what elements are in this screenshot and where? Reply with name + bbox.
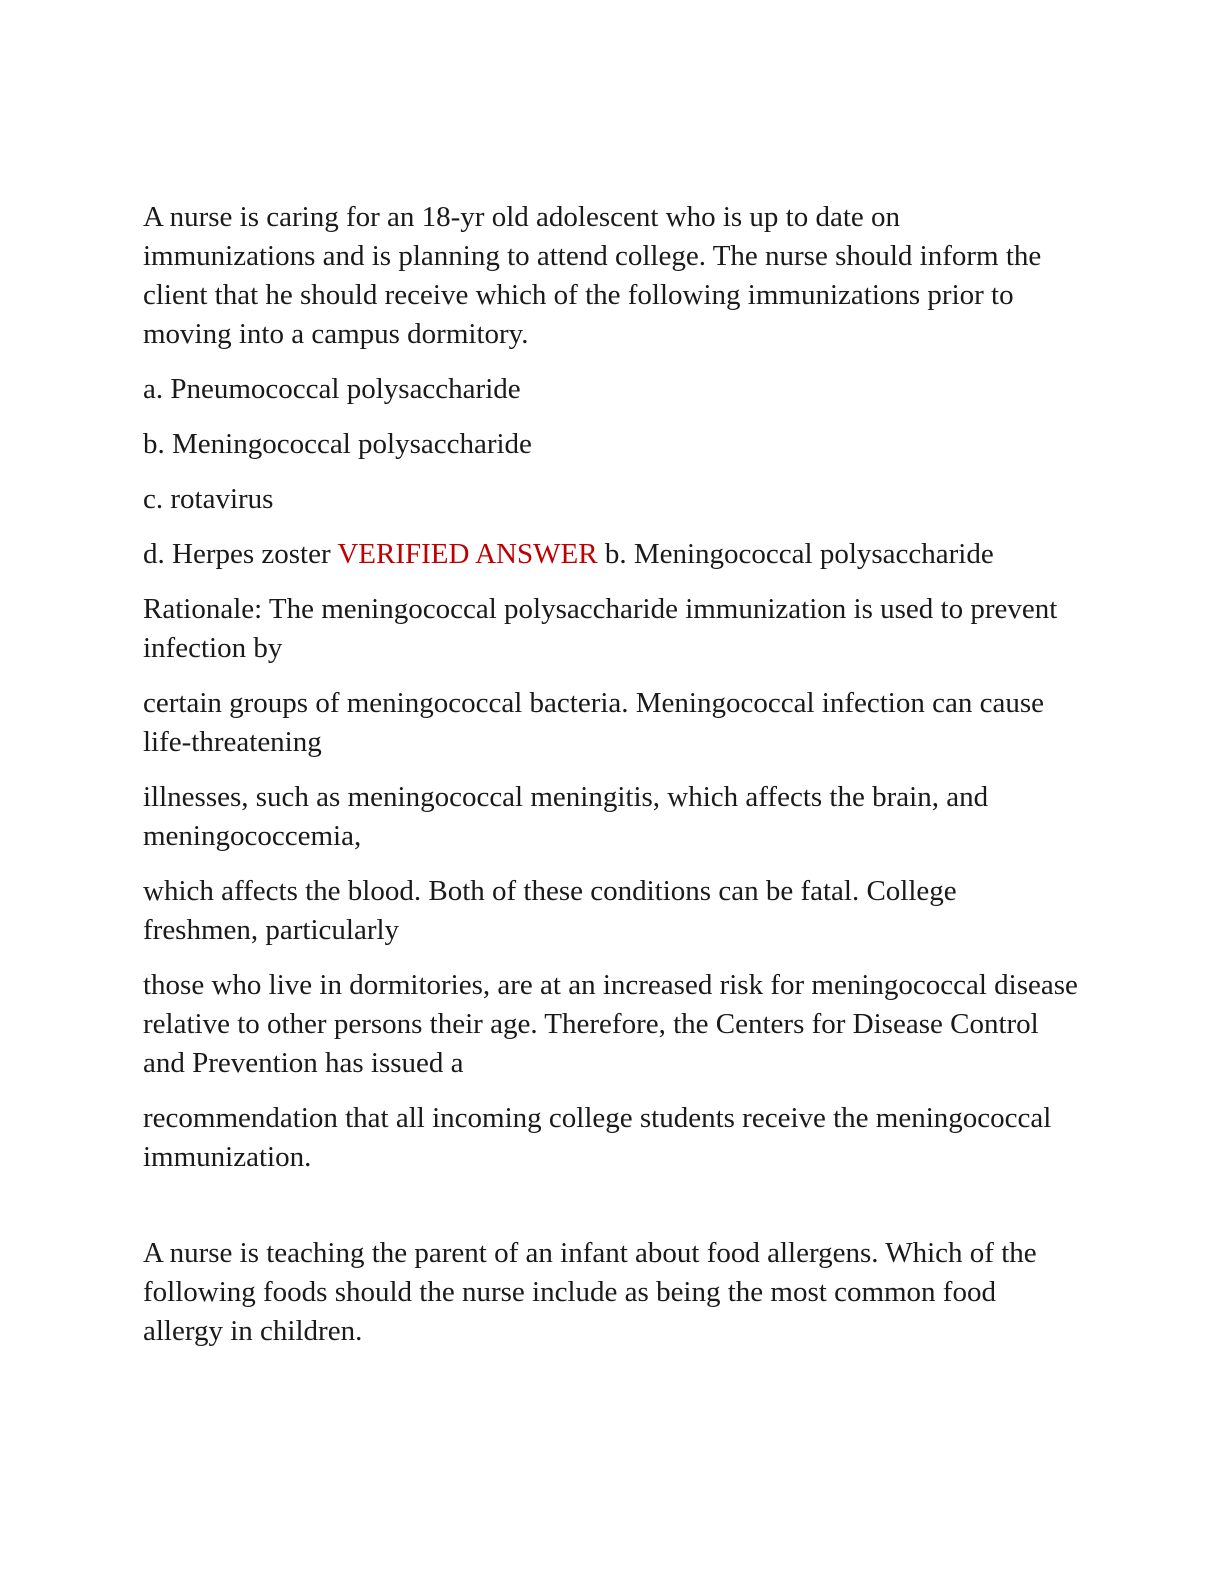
rationale-paragraph: certain groups of meningococcal bacteria. Meningococcal infection can cause life-threatening bbox=[143, 687, 1044, 758]
rationale-paragraph: which affects the blood. Both of these conditions can be fatal. College freshmen, particularly bbox=[143, 875, 957, 946]
verified-answer-label: VERIFIED ANSWER bbox=[337, 538, 598, 570]
question-1-option-b: b. Meningococcal polysaccharide bbox=[143, 428, 532, 460]
question-1-answer: b. Meningococcal polysaccharide bbox=[604, 538, 994, 570]
document-body bbox=[143, 198, 1078, 1367]
question-1-option-c: c. rotavirus bbox=[143, 483, 274, 515]
question-2-stem: A nurse is teaching the parent of an infant about food allergens. Which of the following foods should the nurse include as being the most common food allergy in children. bbox=[143, 1237, 1037, 1347]
rationale-paragraph: Rationale: The meningococcal polysaccharide immunization is used to prevent infection by bbox=[143, 593, 1058, 664]
question-1-option-d: d. Herpes zoster bbox=[143, 538, 331, 570]
question-1-option-a: a. Pneumococcal polysaccharide bbox=[143, 373, 521, 405]
rationale-paragraph: those who live in dormitories, are at an increased risk for meningococcal disease relative to other persons their age. Therefore, the Centers for Disease Control and Prevention has issued a bbox=[143, 969, 1078, 1079]
rationale-paragraph: illnesses, such as meningococcal meningitis, which affects the brain, and meningococcemia, bbox=[143, 781, 989, 852]
question-1-option-d-with-answer bbox=[143, 535, 1078, 574]
rationale-paragraph: recommendation that all incoming college students receive the meningococcal immunization. bbox=[143, 1102, 1052, 1173]
question-1-stem: A nurse is caring for an 18-yr old adolescent who is up to date on immunizations and is planning to attend college. The nurse should inform the client that he should receive which of the following immunizations prior to moving into a campus dormitory. bbox=[143, 201, 1042, 350]
